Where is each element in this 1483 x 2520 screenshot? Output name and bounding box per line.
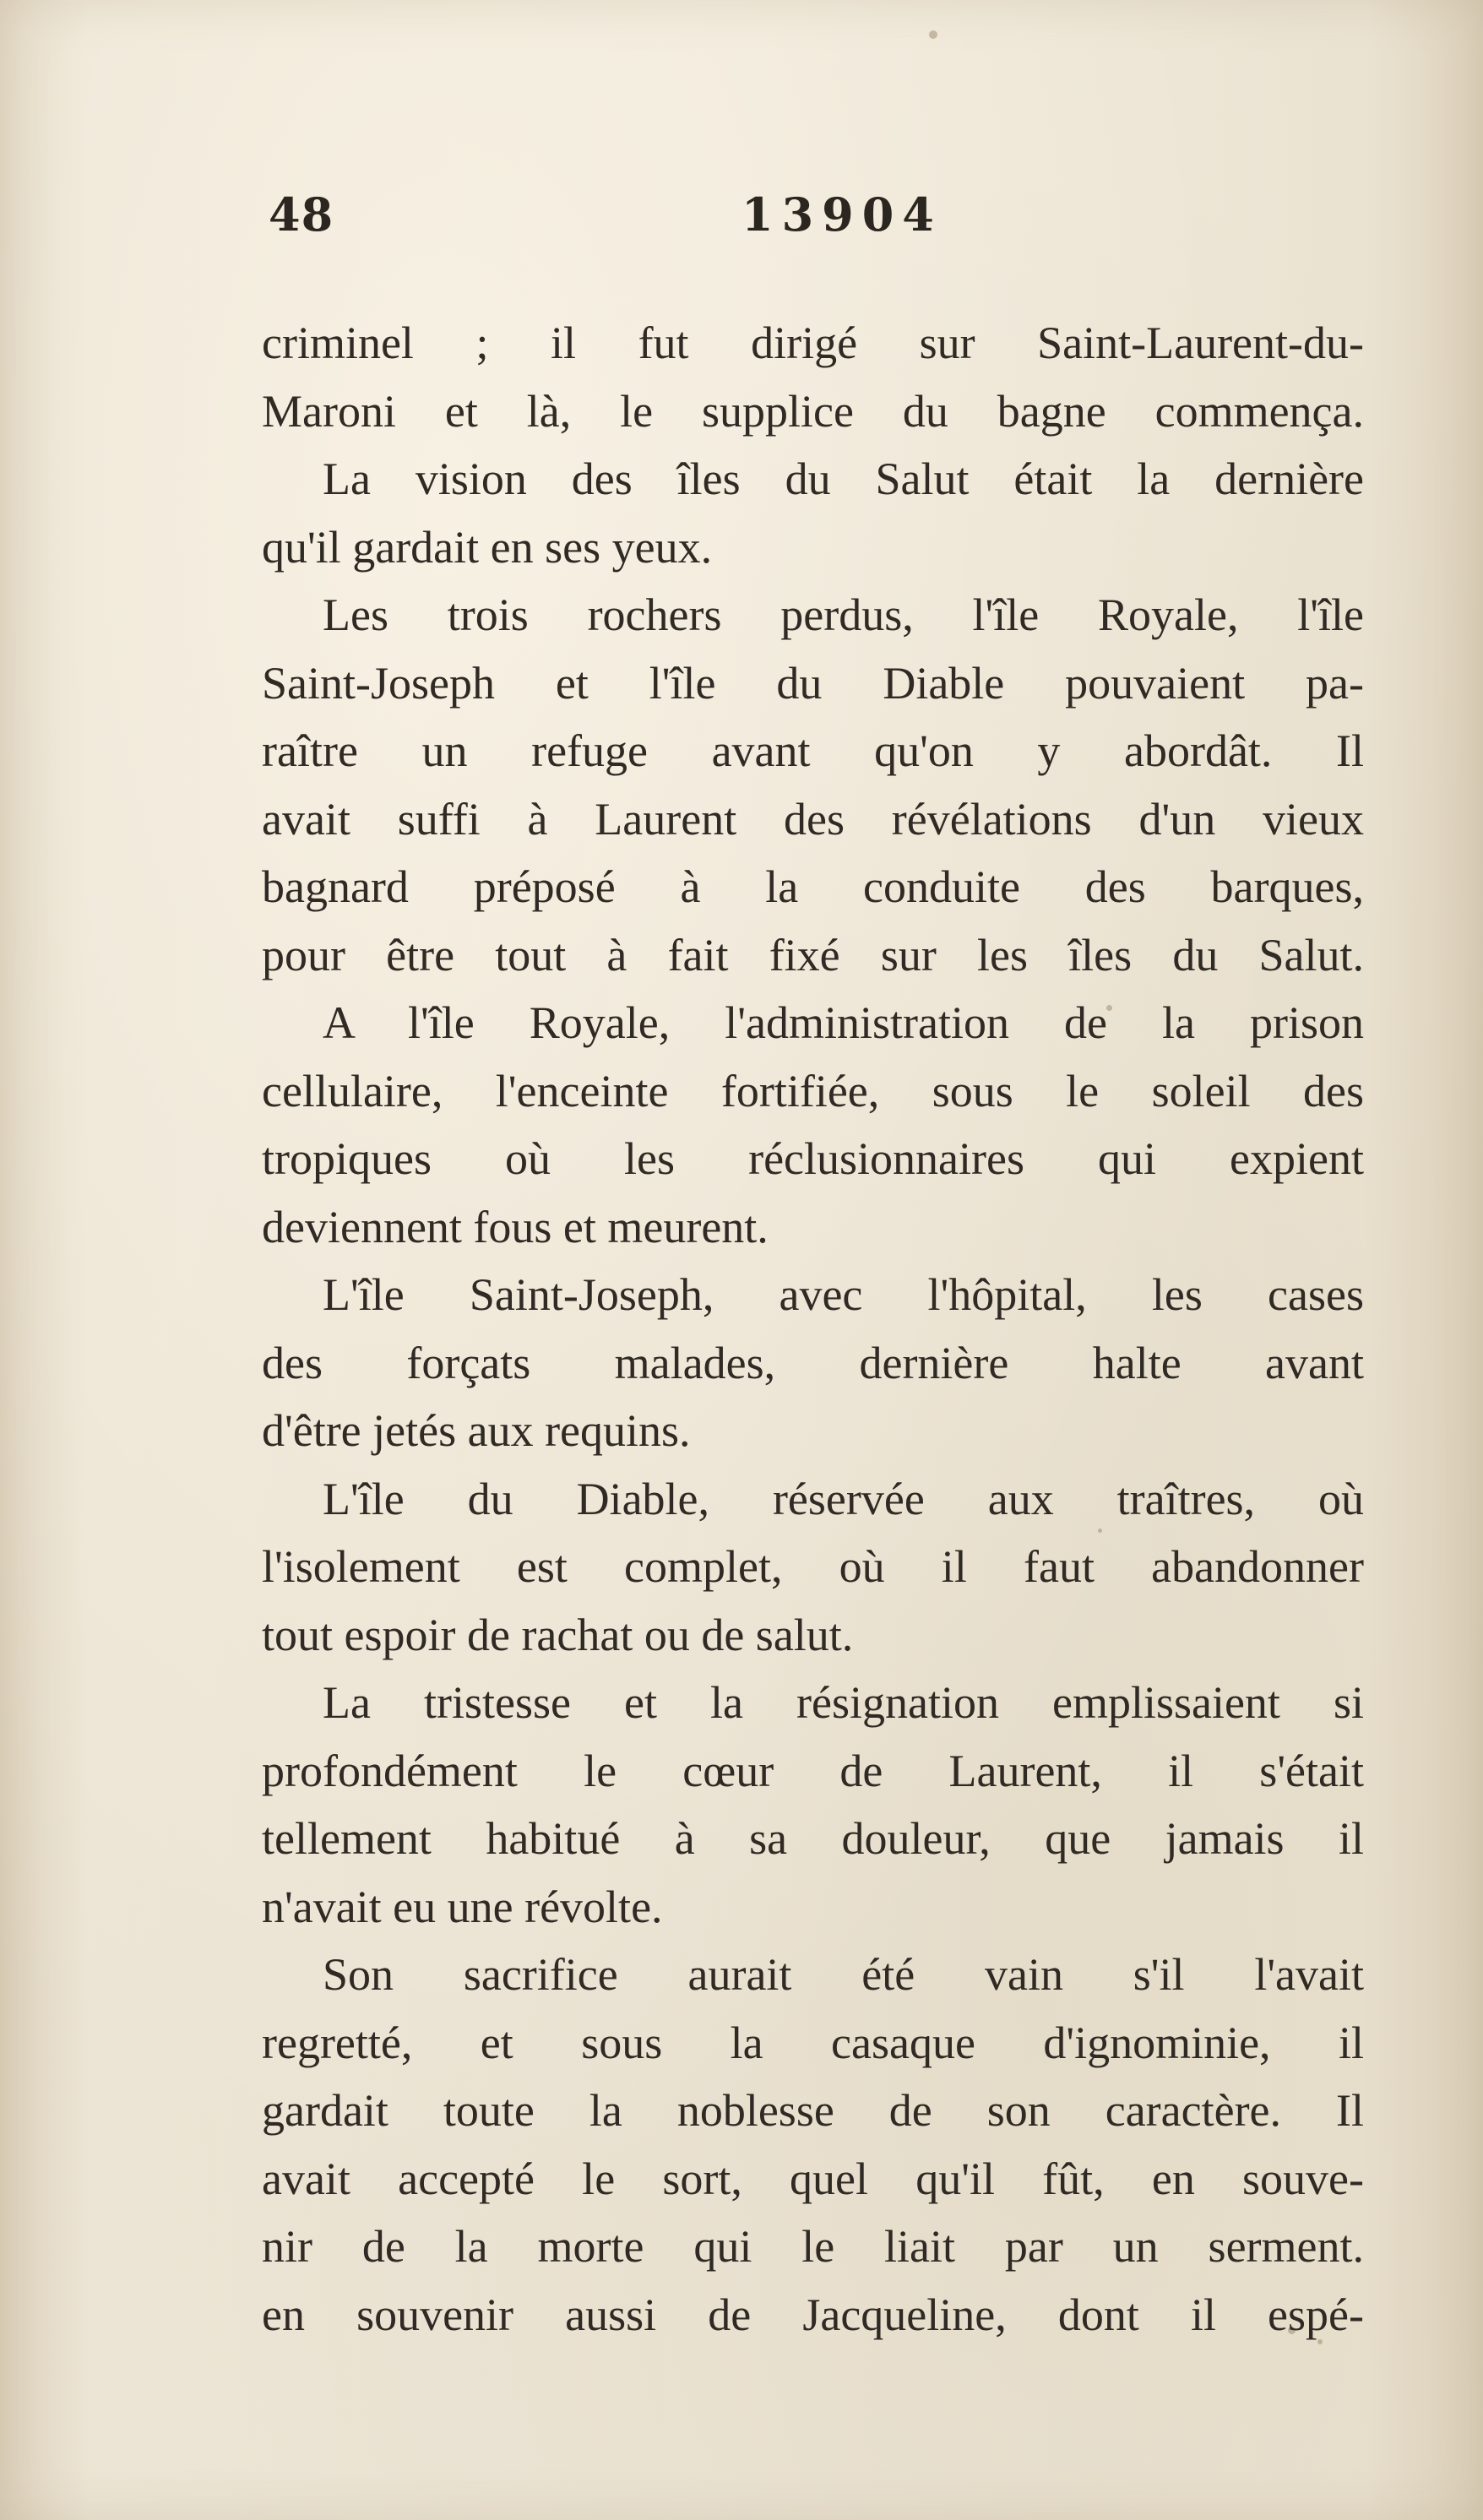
text-line: La vision des îles du Salut était la dernière [323, 453, 1364, 504]
text-line: Saint-Joseph et l'île du Diable pouvaient pa- [262, 657, 1364, 709]
text-line: tout espoir de rachat ou de salut. [262, 1609, 854, 1660]
text-line: La tristesse et la résignation emplissaient si [323, 1677, 1364, 1728]
text-line: gardait toute la noblesse de son caractère. Il [262, 2085, 1364, 2136]
text-line: en souvenir aussi de Jacqueline, dont il espé- [262, 2289, 1364, 2340]
text-line: profondément le cœur de Laurent, il s'était [262, 1745, 1364, 1796]
body-text [262, 309, 1364, 2349]
text-line: tellement habitué à sa douleur, que jamais il [262, 1813, 1364, 1864]
text-line: tropiques où les réclusionnaires qui expient [262, 1133, 1364, 1184]
text-line: des forçats malades, dernière halte avant [262, 1337, 1364, 1388]
text-line: pour être tout à fait fixé sur les îles du Salut. [262, 929, 1364, 980]
text-line: regretté, et sous la casaque d'ignominie, il [262, 2017, 1364, 2068]
page-number: 48 [269, 187, 334, 242]
text-line: avait accepté le sort, quel qu'il fût, en souve- [262, 2153, 1364, 2204]
text-line: d'être jetés aux requins. [262, 1405, 691, 1456]
text-line: Les trois rochers perdus, l'île Royale, l'île [323, 589, 1364, 640]
text-line: nir de la morte qui le liait par un serment. [262, 2221, 1364, 2272]
running-title: 13904 [742, 187, 942, 242]
text-line: A l'île Royale, l'administration de la prison [323, 997, 1364, 1048]
text-line: cellulaire, l'enceinte fortifiée, sous le soleil des [262, 1065, 1364, 1116]
text-line: l'isolement est complet, où il faut abandonner [262, 1541, 1364, 1592]
paper-speck [929, 30, 937, 39]
text-line: deviennent fous et meurent. [262, 1201, 769, 1252]
text-line: avait suffi à Laurent des révélations d'un vieux [262, 793, 1364, 845]
text-line: L'île du Diable, réservée aux traîtres, où [323, 1473, 1364, 1524]
text-line: bagnard préposé à la conduite des barques, [262, 861, 1364, 912]
text-line: L'île Saint-Joseph, avec l'hôpital, les cases [323, 1269, 1364, 1320]
text-line: criminel ; il fut dirigé sur Saint-Laurent-du- [262, 318, 1364, 368]
text-line: raître un refuge avant qu'on y abordât. Il [262, 725, 1364, 776]
text-line: Maroni et là, le supplice du bagne commença. [262, 385, 1364, 437]
text-line: Son sacrifice aurait été vain s'il l'avait [323, 1949, 1364, 2000]
running-head [0, 187, 1483, 247]
text-line: qu'il gardait en ses yeux. [262, 521, 713, 573]
text-line: n'avait eu une révolte. [262, 1881, 663, 1932]
